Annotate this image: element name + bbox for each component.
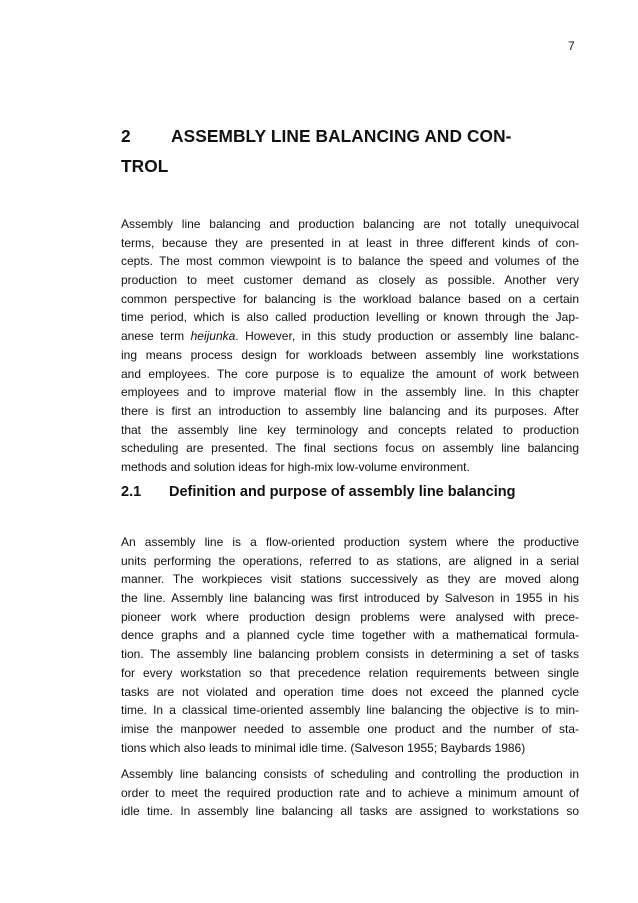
- page-number: 7: [568, 39, 575, 53]
- text-line: dence graphs and a planned cycle time together with a mathematical formula-: [121, 628, 579, 643]
- text-line: idle time. In assembly line balancing all tasks are assigned to workstations so: [121, 804, 579, 819]
- text-line: cepts. The most common viewpoint is to balance the speed and volumes of the: [121, 254, 579, 269]
- text-line: tasks are not violated and operation time does not exceed the planned cycle: [121, 684, 579, 699]
- text-line: for every workstation so that precedence relation requirements between single: [121, 665, 579, 680]
- text-line: scheduling are presented. The final sections focus on assembly line balancing: [121, 441, 579, 456]
- text-line: [121, 327, 579, 346]
- text-segment: . However, in this study production or assembly line balanc-: [235, 329, 579, 344]
- text-line: that the assembly line key terminology and concepts related to production: [121, 422, 579, 437]
- text-line: and employees. The core purpose is to equalize the amount of work between: [121, 366, 579, 381]
- text-line: pioneer work where production design problems were analysed with prece-: [121, 609, 579, 624]
- text-line: terms, because they are presented in at least in three different kinds of con-: [121, 235, 579, 250]
- chapter-heading: [121, 121, 551, 181]
- text-line: imise the manpower needed to assemble one product and the number of sta-: [121, 721, 579, 736]
- chapter-title-line-1: ASSEMBLY LINE BALANCING AND CON-: [171, 126, 512, 146]
- balancing-paragraph: [121, 765, 579, 821]
- text-line: time period, which is also called production levelling or known through the Jap-: [121, 310, 579, 325]
- text-line: manner. The workpieces visit stations successively as they are moved along: [121, 572, 579, 587]
- intro-paragraph: [121, 215, 579, 477]
- text-line: units performing the operations, referred to as stations, are aligned in a serial: [121, 553, 579, 568]
- text-line: ing means process design for workloads between assembly line workstations: [121, 347, 579, 362]
- text-line: methods and solution ideas for high-mix low-volume environment.: [121, 459, 470, 474]
- section-heading: [121, 484, 579, 500]
- text-line: time. In a classical time-oriented assembly line balancing the objective is to min-: [121, 703, 579, 718]
- text-line: An assembly line is a flow-oriented production system where the productive: [121, 535, 579, 549]
- section-number: 2.1: [121, 484, 142, 500]
- text-line: the line. Assembly line balancing was first introduced by Salveson in 1955 in his: [121, 591, 579, 606]
- text-line: tion. The assembly line balancing problem consists in determining a set of tasks: [121, 647, 579, 662]
- text-segment: anese term: [121, 329, 191, 344]
- text-line: employees and to improve material flow in the assembly line. In this chapter: [121, 385, 579, 400]
- italic-term: heijunka: [190, 329, 236, 344]
- chapter-title-line-2: TROL: [121, 156, 169, 176]
- chapter-number: 2: [121, 126, 131, 146]
- text-line: Assembly line balancing and production balancing are not totally unequivocal: [121, 217, 579, 231]
- section-title: Definition and purpose of assembly line balancing: [169, 484, 516, 500]
- text-line: order to meet the required production rate and to achieve a minimum amount of: [121, 785, 579, 800]
- text-line: there is first an introduction to assembly line balancing and its purposes. After: [121, 403, 579, 418]
- definition-paragraph: [121, 533, 579, 757]
- text-line: common perspective for balancing is the workload balance based on a certain: [121, 291, 579, 306]
- text-line: tions which also leads to minimal idle time. (Salveson 1955; Baybards 1986): [121, 740, 526, 755]
- text-line: Assembly line balancing consists of scheduling and controlling the production in: [121, 767, 579, 781]
- text-line: production to meet customer demand as closely as possible. Another very: [121, 273, 579, 288]
